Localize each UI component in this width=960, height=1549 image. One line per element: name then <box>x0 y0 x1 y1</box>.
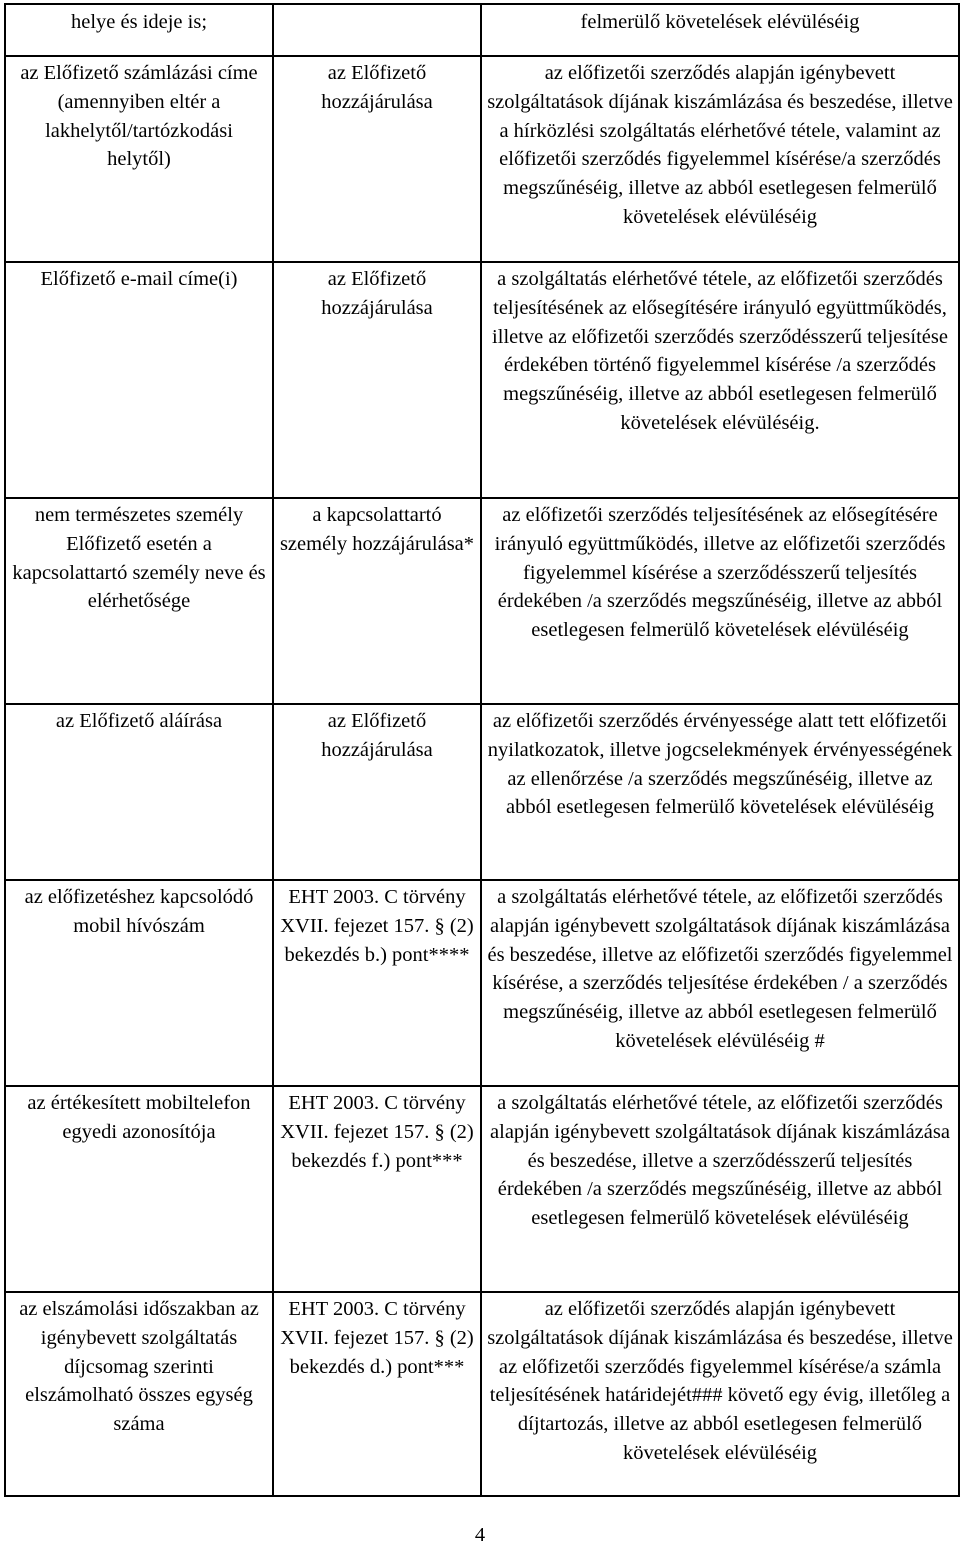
legal-basis-cell: a kapcsolattartó személy hozzájárulása* <box>273 498 481 704</box>
legal-basis-cell: az Előfizető hozzájárulása <box>273 262 481 498</box>
data-type-cell: az elszámolási időszakban az igénybevett szolgáltatás díjcsomag szerinti elszámolható összes egység száma <box>5 1292 273 1496</box>
page-number: 4 <box>474 1524 486 1546</box>
retention-cell: az előfizetői szerződés érvényessége alatt tett előfizetői nyilatkozatok, illetve jogcselekmények érvényességének az ellenőrzése /a szerződés megszűnéséig, illetve az abból esetlegesen felmerülő követelések elévüléséig <box>481 704 959 880</box>
retention-cell: az előfizetői szerződés teljesítésének az elősegítésére irányuló együttműködés, illetve az előfizetői szerződés figyelemmel kísérése a szerződésszerű teljesítés érdekében /a szerződés megszűnéséig, illetve az abból esetlegesen felmerülő követelések elévüléséig <box>481 498 959 704</box>
retention-cell: az előfizetői szerződés alapján igénybevett szolgáltatások díjának kiszámlázása és beszedése, illetve az előfizetői szerződés figyelemmel kísérése/a számla teljesítésének határidejét### követő egy évig, illetőleg a díjtartozás, illetve az abból esetlegesen felmerülő követelések elévüléséig <box>481 1292 959 1496</box>
table-row <box>5 1292 959 1496</box>
retention-cell: a szolgáltatás elérhetővé tétele, az előfizetői szerződés alapján igénybevett szolgáltatások díjának kiszámlázása és beszedése, illetve az előfizetői szerződés figyelemmel kísérése, a szerződés teljesítése érdekében / a szerződés megszűnéséig, illetve az abból esetlegesen felmerülő követelések elévüléséig # <box>481 880 959 1086</box>
table-row <box>5 1086 959 1292</box>
table-row <box>5 56 959 262</box>
data-type-cell: az előfizetéshez kapcsolódó mobil hívószám <box>5 880 273 1086</box>
data-type-cell: Előfizető e-mail címe(i) <box>5 262 273 498</box>
table-row <box>5 704 959 880</box>
legal-basis-cell: az Előfizető hozzájárulása <box>273 56 481 262</box>
legal-basis-cell: EHT 2003. C törvény XVII. fejezet 157. § (2) bekezdés d.) pont*** <box>273 1292 481 1496</box>
data-type-cell: helye és ideje is; <box>5 4 273 56</box>
table-row <box>5 880 959 1086</box>
retention-cell: a szolgáltatás elérhetővé tétele, az előfizetői szerződés alapján igénybevett szolgáltatások díjának kiszámlázása és beszedése, illetve a szerződésszerű teljesítés érdekében /a szerződés megszűnéséig, illetve az abból esetlegesen felmerülő követelések elévüléséig <box>481 1086 959 1292</box>
legal-basis-cell: az Előfizető hozzájárulása <box>273 704 481 880</box>
retention-cell: a szolgáltatás elérhetővé tétele, az előfizetői szerződés teljesítésének az elősegítésére irányuló együttműködés, illetve az előfizetői szerződés szerződésszerű teljesítése érdekében történő figyelemmel kísérése /a szerződés megszűnéséig, illetve az abból esetlegesen felmerülő követelések elévüléséig. <box>481 262 959 498</box>
data-type-cell: az Előfizető aláírása <box>5 704 273 880</box>
table-row <box>5 262 959 498</box>
retention-cell: az előfizetői szerződés alapján igénybevett szolgáltatások díjának kiszámlázása és beszedése, illetve a hírközlési szolgáltatás elérhetővé tétele, valamint az előfizetői szerződés figyelemmel kísérése/a szerződés megszűnéséig, illetve az abból esetlegesen felmerülő követelések elévüléséig <box>481 56 959 262</box>
data-type-cell: az értékesített mobiltelefon egyedi azonosítója <box>5 1086 273 1292</box>
legal-basis-cell: EHT 2003. C törvény XVII. fejezet 157. § (2) bekezdés f.) pont*** <box>273 1086 481 1292</box>
legal-basis-cell: EHT 2003. C törvény XVII. fejezet 157. § (2) bekezdés b.) pont**** <box>273 880 481 1086</box>
data-type-cell: az Előfizető számlázási címe (amennyiben eltér a lakhelytől/tartózkodási helytől) <box>5 56 273 262</box>
data-processing-table <box>4 3 960 1497</box>
table-row <box>5 4 959 56</box>
data-type-cell: nem természetes személy Előfizető esetén a kapcsolattartó személy neve és elérhetősége <box>5 498 273 704</box>
retention-cell: felmerülő követelések elévüléséig <box>481 4 959 56</box>
table-row <box>5 498 959 704</box>
legal-basis-cell <box>273 4 481 56</box>
